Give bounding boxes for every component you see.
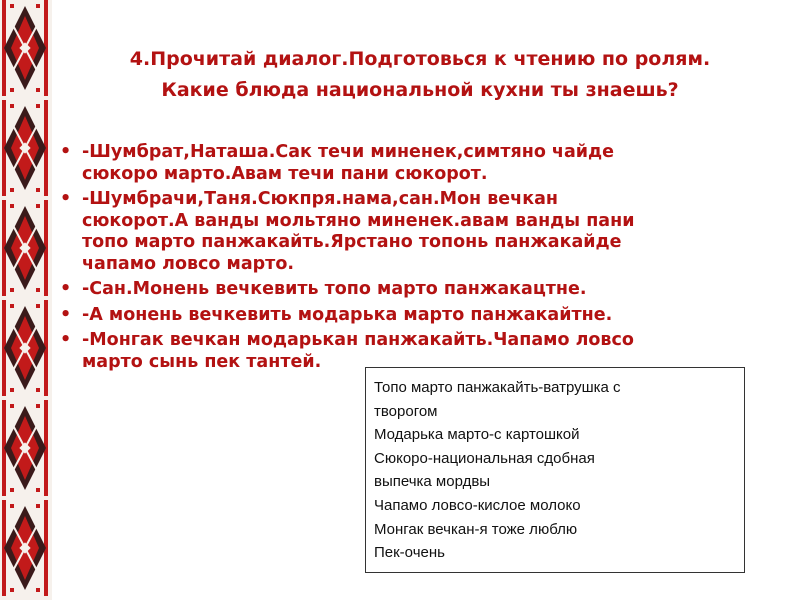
page-title: [60, 44, 780, 106]
bullet: •: [60, 304, 72, 325]
dialogue-line: -Сан.Монень вечкевить топо марто панжакацтне.: [82, 279, 587, 299]
glossary-line: Чапамо ловсо-кислое молоко: [374, 496, 581, 514]
dialogue-item: [52, 142, 752, 185]
dialogue-list: [52, 142, 752, 377]
ornament-tile: [2, 200, 48, 296]
ornament-tile: [2, 300, 48, 396]
dialogue-line: марто сынь пек тантей.: [82, 351, 322, 372]
dialogue-item: [52, 305, 752, 327]
bullet: •: [60, 189, 72, 209]
dialogue-line: -Монгак вечкан модарькан панжакайть.Чапамо ловсо: [82, 330, 634, 350]
ornament-border: [0, 0, 52, 600]
dialogue-line: -Шумбрат,Наташа.Сак течи миненек,симтяно чайде: [82, 142, 615, 162]
ornament-tile: [2, 0, 48, 96]
glossary-line: Пек-очень: [374, 544, 445, 562]
bullet: •: [60, 330, 72, 350]
ornament-tile: [2, 400, 48, 496]
glossary-line: творогом: [374, 402, 438, 420]
dialogue-line: -Шумбрачи,Таня.Сюкпря.нама,сан.Мон вечкан: [82, 189, 558, 209]
ornament-tile: [2, 500, 48, 596]
ornament-tile: [2, 100, 48, 196]
glossary-line: Модарька марто-с картошкой: [374, 426, 580, 444]
dialogue-item: [52, 279, 752, 301]
dialogue-item: [52, 189, 752, 275]
dialogue-line: сюкоро марто.Авам течи пани сюкорот.: [82, 163, 488, 184]
glossary-line: Монгак вечкан-я тоже люблю: [374, 520, 578, 538]
glossary-box: [365, 367, 745, 573]
title-line-1: 4.Прочитай диалог.Подготовься к чтению по ролям.: [129, 48, 711, 70]
glossary-line: Сюкоро-национальная сдобная: [374, 449, 595, 467]
dialogue-line: сюкорот.А ванды мольтяно миненек.авам ванды пани: [82, 210, 635, 231]
bullet: •: [60, 142, 72, 162]
glossary-line: Топо марто панжакайть-ватрушка с: [374, 379, 621, 396]
title-line-2: Какие блюда национальной кухни ты знаешь?: [161, 79, 679, 101]
dialogue-line: топо марто панжакайть.Ярстано топонь панжакайде: [82, 232, 622, 252]
dialogue-line: -А монень вечкевить модарька марто панжакайтне.: [82, 304, 613, 325]
glossary-line: выпечка мордвы: [374, 473, 491, 491]
bullet: •: [60, 279, 72, 299]
dialogue-line: чапамо ловсо марто.: [82, 253, 294, 274]
